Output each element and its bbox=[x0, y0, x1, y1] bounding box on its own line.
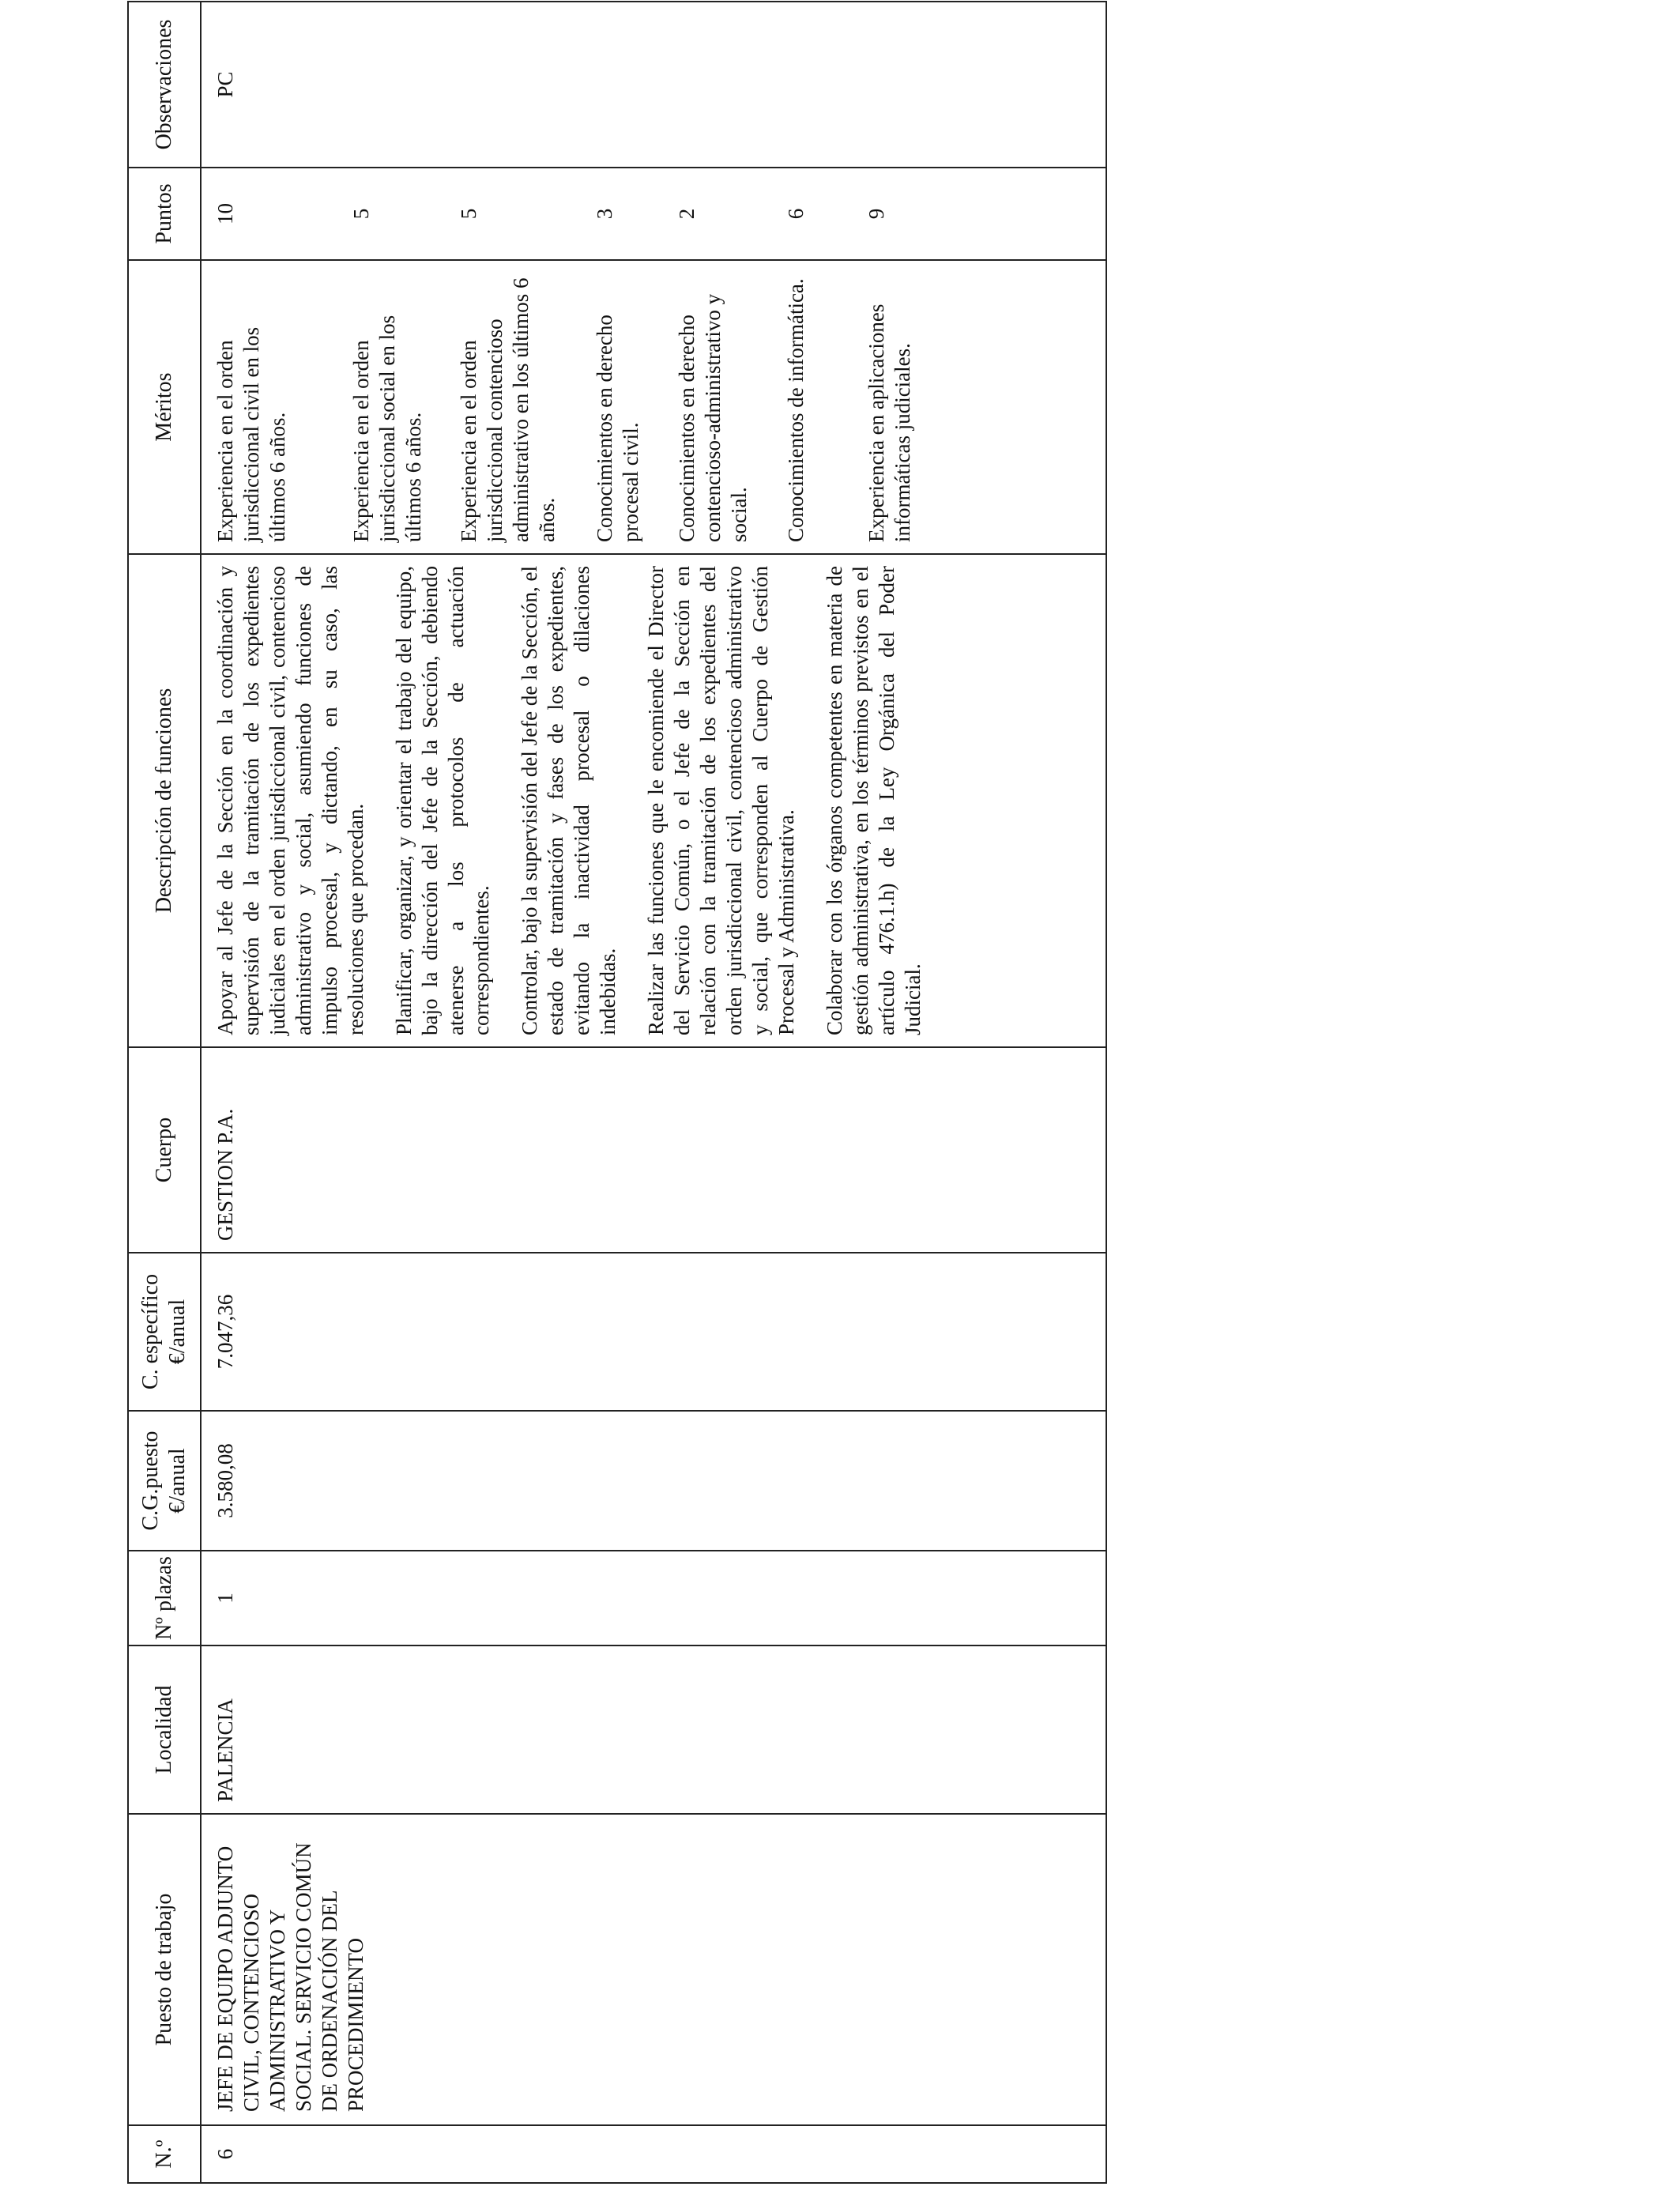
merito-item: Experiencia en el orden jurisdiccional contencioso administrativo en los últimos 6 años. bbox=[457, 277, 559, 542]
row-ce: 7.047,36 bbox=[201, 1253, 1106, 1411]
row-localidad: PALENCIA bbox=[201, 1646, 1106, 1814]
header-localidad: Localidad bbox=[128, 1646, 201, 1814]
header-row bbox=[128, 2, 201, 2183]
row-number: 6 bbox=[201, 2125, 1106, 2183]
job-posting-table bbox=[127, 1, 1107, 2184]
row-meritos bbox=[201, 260, 1106, 554]
header-cuerpo: Cuerpo bbox=[128, 1047, 201, 1253]
header-cg: C.G.puesto €/anual bbox=[128, 1411, 201, 1551]
puntos-item: 2 bbox=[675, 208, 699, 220]
header-observaciones: Observaciones bbox=[128, 2, 201, 168]
header-meritos: Méritos bbox=[128, 260, 201, 554]
table-row bbox=[201, 2, 1106, 2183]
funcion-paragraph: Realizar las funciones que le encomiende el Director del Servicio Común, o el Jefe de la Sección en relación con la tramitación de los expedientes del orden jurisdiccional civil, contencioso administrativo y social, que corresponden al Cuerpo de Gestión Procesal y Administrativa. bbox=[644, 566, 798, 1035]
puntos-item: 3 bbox=[593, 208, 616, 220]
header-ce: C. específico €/anual bbox=[128, 1253, 201, 1411]
funcion-paragraph: Apoyar al Jefe de la Sección en la coordinación y supervisión de la tramitación de los expedientes judiciales en el orden jurisdiccional civil, contencioso administrativo y social, asumiendo funciones de impulso procesal, y dictando, en su caso, las resoluciones que procedan. bbox=[213, 566, 367, 1035]
funcion-paragraph: Planificar, organizar, y orientar el trabajo del equipo, bajo la dirección del Jefe de la Sección, debiendo atenerse a los protocolos de actuación correspondientes. bbox=[391, 566, 494, 1035]
funcion-paragraph: Controlar, bajo la supervisión del Jefe de la Sección, el estado de tramitación y fases de los expedientes, evitando la inactividad procesal o dilaciones indebidas. bbox=[518, 566, 620, 1035]
header-descripcion: Descripción de funciones bbox=[128, 554, 201, 1047]
row-cuerpo: GESTION P.A. bbox=[201, 1047, 1106, 1253]
puntos-item: 10 bbox=[213, 203, 237, 224]
merito-item: Experiencia en el orden jurisdiccional civil en los últimos 6 años. bbox=[213, 326, 289, 542]
funcion-paragraph: Colaborar con los órganos competentes en materia de gestión administrativa, en los términos previstos en el artículo 476.1.h) de la Ley Orgánica del Poder Judicial. bbox=[822, 566, 925, 1035]
header-puntos: Puntos bbox=[128, 168, 201, 260]
merito-item: Experiencia en aplicaciones informáticas judiciales. bbox=[864, 303, 914, 542]
puntos-item: 6 bbox=[784, 208, 808, 220]
row-descripcion bbox=[201, 554, 1106, 1047]
puntos-item: 5 bbox=[349, 208, 373, 220]
puntos-item: 9 bbox=[864, 208, 888, 220]
row-plazas: 1 bbox=[201, 1551, 1106, 1646]
merito-item: Experiencia en el orden jurisdiccional social en los últimos 6 años. bbox=[349, 315, 425, 542]
header-plazas: Nº plazas bbox=[128, 1551, 201, 1646]
row-puesto: JEFE DE EQUIPO ADJUNTO CIVIL, CONTENCIOSO ADMINISTRATIVO Y SOCIAL. SERVICIO COMÚN DE ORDENACIÓN DEL PROCEDIMIENTO bbox=[201, 1814, 1106, 2125]
row-observaciones: PC bbox=[201, 2, 1106, 168]
rotated-page bbox=[127, 10, 1107, 2184]
row-puntos bbox=[201, 168, 1106, 260]
puntos-item: 5 bbox=[457, 208, 480, 220]
merito-item: Conocimientos de informática. bbox=[784, 278, 808, 542]
header-n: N.º bbox=[128, 2125, 201, 2183]
merito-item: Conocimientos en derecho contencioso-administrativo y social. bbox=[675, 293, 751, 542]
row-cg: 3.580,08 bbox=[201, 1411, 1106, 1551]
header-puesto: Puesto de trabajo bbox=[128, 1814, 201, 2125]
merito-item: Conocimientos en derecho procesal civil. bbox=[593, 315, 642, 542]
